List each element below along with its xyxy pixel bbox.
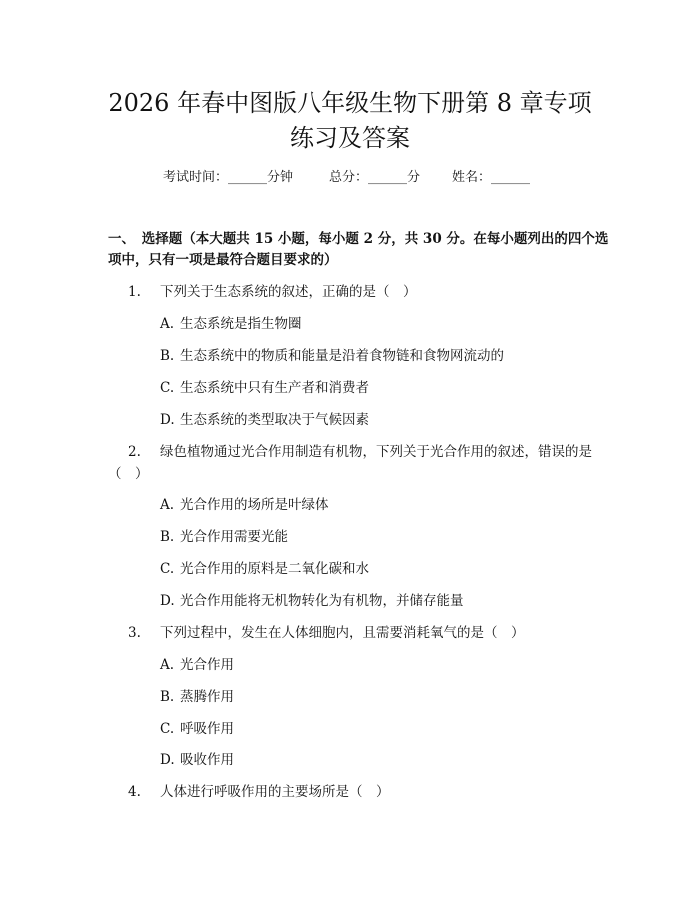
option-letter: B. (160, 348, 175, 364)
question-text-continuation: （ ） (108, 466, 149, 482)
option-text: 光合作用 (180, 657, 234, 673)
question-text: 人体进行呼吸作用的主要场所是（ ） (160, 784, 390, 800)
option-letter: A. (160, 497, 175, 513)
option-text: 生态系统中只有生产者和消费者 (180, 380, 369, 396)
option-letter: D. (160, 412, 175, 428)
option-text: 光合作用能将无机物转化为有机物，并储存能量 (180, 593, 464, 609)
question-number: 4. (128, 784, 141, 800)
option-text: 生态系统是指生物圈 (180, 316, 302, 332)
section-heading-line-2: 项中，只有一项是最符合题目要求的） (108, 252, 338, 268)
option-letter: B. (160, 689, 175, 705)
option-text: 蒸腾作用 (180, 689, 234, 705)
student-name-label: 姓名：______ (452, 170, 531, 185)
option-text: 吸收作用 (180, 752, 234, 768)
option-letter: C. (160, 561, 175, 577)
option-text: 光合作用的场所是叶绿体 (180, 497, 329, 513)
question-number: 3. (128, 625, 141, 641)
question-number: 2. (128, 444, 141, 460)
option-letter: D. (160, 752, 175, 768)
option-letter: C. (160, 380, 175, 396)
option-text: 生态系统中的物质和能量是沿着食物链和食物网流动的 (180, 348, 504, 364)
option-letter: A. (160, 657, 175, 673)
total-score-label: 总分：______分 (329, 170, 421, 185)
question-text: 下列过程中，发生在人体细胞内，且需要消耗氧气的是（ ） (160, 625, 525, 641)
option-letter: D. (160, 593, 175, 609)
option-letter: C. (160, 721, 175, 737)
option-text: 生态系统的类型取决于气候因素 (180, 412, 369, 428)
option-letter: A. (160, 316, 175, 332)
question-text: 下列关于生态系统的叙述，正确的是（ ） (160, 284, 417, 300)
option-text: 呼吸作用 (180, 721, 234, 737)
question-number: 1. (128, 284, 141, 300)
option-letter: B. (160, 529, 175, 545)
option-text: 光合作用的原料是二氧化碳和水 (180, 561, 369, 577)
question-text: 绿色植物通过光合作用制造有机物，下列关于光合作用的叙述，错误的是 (160, 444, 592, 460)
document-title-line-1: 2026 年春中图版八年级生物下册第 8 章专项 (108, 89, 592, 117)
option-text: 光合作用需要光能 (180, 529, 288, 545)
document-title-line-2: 练习及答案 (290, 124, 410, 152)
exam-time-label: 考试时间：______分钟 (163, 170, 294, 185)
section-heading-line-1: 一、 选择题（本大题共 15 小题，每小题 2 分，共 30 分。在每小题列出的四个选 (108, 231, 609, 247)
